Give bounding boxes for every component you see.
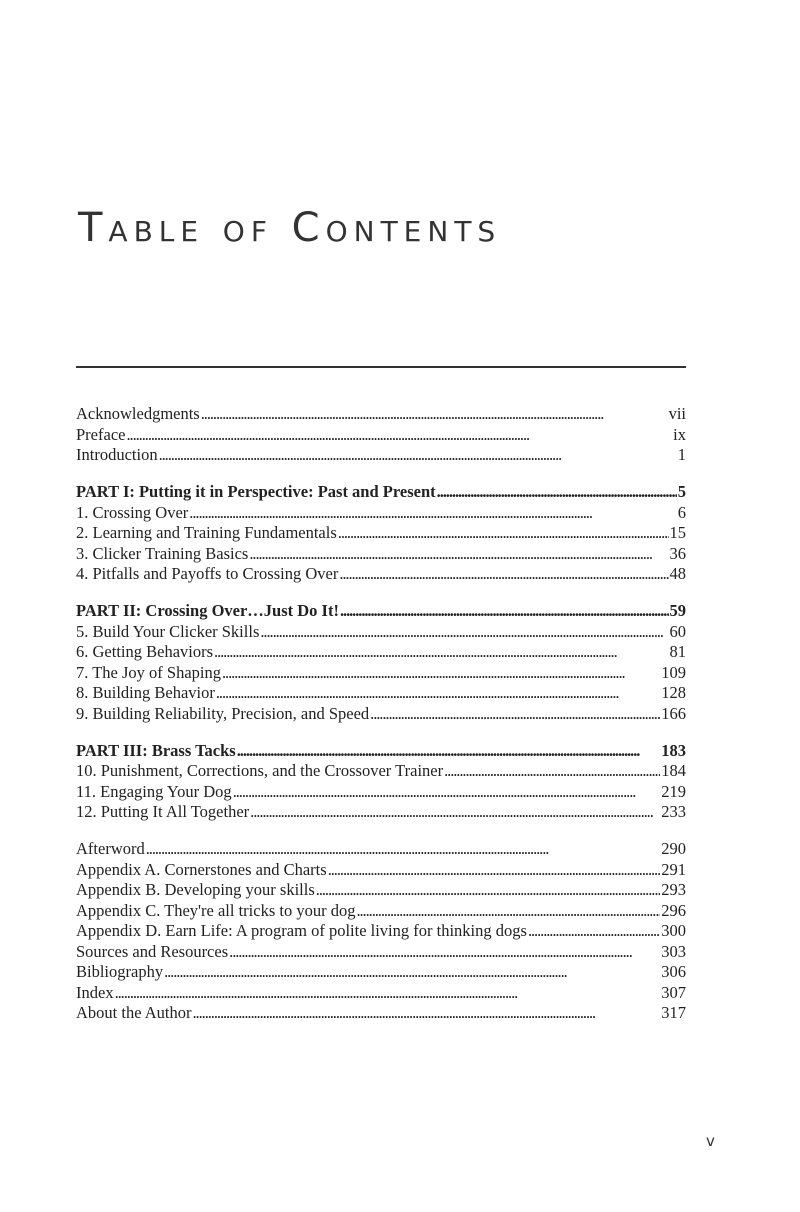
toc-entry-page: 183: [661, 740, 686, 760]
toc-entry: [76, 445, 686, 466]
toc-entry: [76, 425, 686, 446]
toc-entry-page: 60: [669, 621, 686, 641]
toc-entry: [76, 622, 686, 643]
toc-entry-page: 48: [669, 564, 686, 583]
dot-leader: [528, 921, 660, 942]
dot-leader: [229, 942, 660, 963]
dot-leader: [437, 482, 677, 503]
toc-entry-title: PART III: Brass Tacks: [76, 740, 236, 760]
dot-leader: [189, 503, 676, 524]
dot-leader: [216, 683, 660, 704]
toc-entry-title: 3. Clicker Training Basics: [76, 543, 249, 563]
toc-entry: [76, 901, 686, 922]
toc-entry-title: 10. Punishment, Corrections, and the Crossover Trainer: [76, 761, 444, 780]
toc-part-heading: [76, 601, 686, 622]
toc-entry-page: 6: [677, 502, 686, 522]
toc-entry-page: ix: [673, 424, 686, 444]
dot-leader: [356, 901, 660, 922]
toc-entry: [76, 782, 686, 803]
toc-entry: [76, 983, 686, 1004]
toc-entry-page: 15: [669, 523, 686, 542]
toc-entry-page: 128: [661, 683, 686, 702]
toc-entry: [76, 544, 686, 565]
dot-leader: [339, 564, 668, 585]
toc-entry-title: 1. Crossing Over: [76, 502, 189, 522]
toc-entry-title: 7. The Joy of Shaping: [76, 662, 221, 682]
toc-entry-page: 5: [677, 482, 686, 501]
toc-entry-title: Acknowledgments: [76, 404, 200, 423]
toc-entry-title: 9. Building Reliability, Precision, and Speed: [76, 703, 370, 723]
toc-entry-page: 290: [661, 839, 686, 858]
dot-leader: [193, 1003, 661, 1024]
toc-entry: [76, 642, 686, 663]
toc-entry-title: 4. Pitfalls and Payoffs to Crossing Over: [76, 564, 339, 583]
toc-entry-page: 233: [661, 802, 686, 821]
toc-entry: [76, 503, 686, 524]
dot-leader: [222, 663, 660, 684]
toc-entry-title: Introduction: [76, 445, 158, 464]
dot-leader: [249, 544, 668, 565]
toc-entry: [76, 942, 686, 963]
dot-leader: [159, 445, 677, 466]
dot-leader: [115, 983, 661, 1004]
toc-entry-title: 2. Learning and Training Fundamentals: [76, 523, 337, 542]
dot-leader: [250, 802, 660, 823]
dot-leader: [214, 642, 668, 663]
dot-leader: [164, 962, 660, 983]
dot-leader: [340, 601, 669, 622]
toc-entry: [76, 683, 686, 704]
dot-leader: [233, 782, 661, 803]
toc-entry-page: 291: [661, 859, 686, 879]
table-of-contents: [76, 404, 686, 1024]
toc-entry-title: Afterword: [76, 839, 145, 858]
toc-entry-title: Appendix D. Earn Life: A program of polite living for thinking dogs: [76, 921, 527, 940]
dot-leader: [201, 404, 668, 425]
toc-entry-title: Index: [76, 982, 114, 1002]
toc-entry-page: 59: [669, 601, 686, 620]
dot-leader: [370, 704, 660, 725]
toc-entry-title: Sources and Resources: [76, 941, 229, 961]
toc-entry-page: 296: [661, 900, 686, 920]
page-title: Table of Contents: [78, 205, 502, 251]
toc-entry: [76, 663, 686, 684]
toc-entry: [76, 921, 686, 942]
dot-leader: [237, 741, 661, 762]
toc-entry-title: About the Author: [76, 1003, 192, 1022]
toc-group: [76, 404, 686, 466]
toc-entry-title: 11. Engaging Your Dog: [76, 781, 232, 801]
toc-entry-page: 81: [669, 642, 686, 661]
toc-entry-title: 5. Build Your Clicker Skills: [76, 621, 260, 641]
dot-leader: [444, 761, 660, 782]
toc-group: [76, 601, 686, 724]
dot-leader: [328, 860, 661, 881]
toc-entry: [76, 761, 686, 782]
toc-entry: [76, 860, 686, 881]
dot-leader: [316, 880, 660, 901]
toc-entry-page: 293: [661, 880, 686, 899]
toc-part-heading: [76, 482, 686, 503]
toc-entry: [76, 564, 686, 585]
toc-part-heading: [76, 741, 686, 762]
toc-entry-title: 8. Building Behavior: [76, 683, 215, 702]
toc-entry-title: PART II: Crossing Over…Just Do It!: [76, 601, 339, 620]
toc-entry-title: 12. Putting It All Together: [76, 802, 250, 821]
dot-leader: [146, 839, 661, 860]
toc-entry: [76, 1003, 686, 1024]
toc-entry-page: 219: [661, 781, 686, 801]
toc-entry-title: Bibliography: [76, 962, 164, 981]
toc-entry: [76, 704, 686, 725]
toc-entry-title: PART I: Putting it in Perspective: Past and Present: [76, 482, 436, 501]
toc-entry: [76, 523, 686, 544]
toc-entry: [76, 802, 686, 823]
dot-leader: [126, 425, 672, 446]
title-divider: [76, 366, 686, 368]
toc-entry-page: 317: [661, 1003, 686, 1022]
toc-group: [76, 839, 686, 1024]
toc-entry-page: 303: [661, 941, 686, 961]
dot-leader: [338, 523, 669, 544]
toc-entry-page: 306: [661, 962, 686, 981]
toc-entry-page: 184: [661, 761, 686, 780]
toc-entry-page: 36: [669, 543, 686, 563]
toc-entry-title: Appendix B. Developing your skills: [76, 880, 315, 899]
toc-group: [76, 482, 686, 585]
dot-leader: [260, 622, 668, 643]
toc-entry: [76, 839, 686, 860]
toc-group: [76, 741, 686, 823]
toc-entry-page: 109: [661, 662, 686, 682]
toc-entry-title: 6. Getting Behaviors: [76, 642, 214, 661]
toc-entry-page: 300: [661, 921, 686, 940]
toc-entry-title: Preface: [76, 424, 126, 444]
toc-entry-page: 1: [677, 445, 686, 464]
toc-entry: [76, 880, 686, 901]
toc-entry-title: Appendix A. Cornerstones and Charts: [76, 859, 327, 879]
page-number: v: [706, 1132, 715, 1150]
toc-entry: [76, 404, 686, 425]
toc-entry-page: 307: [661, 982, 686, 1002]
toc-entry-title: Appendix C. They're all tricks to your dog: [76, 900, 356, 920]
toc-entry: [76, 962, 686, 983]
toc-entry-page: 166: [661, 703, 686, 723]
toc-entry-page: vii: [668, 404, 686, 423]
